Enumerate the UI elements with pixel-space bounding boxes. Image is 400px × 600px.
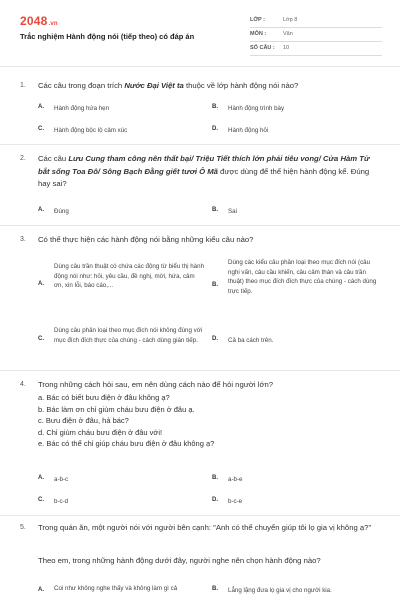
logo-suffix: .vn [48,21,58,27]
choice-item: e. Bác có thể chỉ giúp cháu bưu điện ở đâu không ạ? [38,439,215,448]
option-text: Đúng [54,208,69,215]
site-logo[interactable] [20,14,58,28]
meta-value: Văn [283,31,293,37]
option-text: Lẳng lặng đưa lọ gia vị cho người kia. [228,587,332,594]
option-letter: D. [212,336,218,342]
question-text: Có thể thực hiện các hành động nói bằng những kiểu câu nào? [38,235,254,244]
choice-item: d. Chỉ giùm cháu bưu điện ở đâu với! [38,427,163,437]
choice-item: b. Bác làm ơn chỉ giùm cháu bưu điện ở đâu ạ. [38,404,195,414]
meta-row-subject [250,28,382,42]
option-letter: A. [38,104,44,110]
option-text: b-c-d [54,498,69,505]
question-divider [0,144,400,145]
answer-choices-list [38,392,378,450]
choice-item: a. Bác có biết bưu điện ở đâu không ạ? [38,393,170,402]
option-text: Dùng các kiểu câu phân loại theo mục đích nói (câu nghi vấn, câu cầu khiến, câu cảm thán và câu trần thuật) theo mục đích đích thực của chúng - cách dùng trực tiếp. [228,259,377,295]
meta-value: Lớp 8 [283,17,298,23]
option-text: b-c-e [228,498,243,505]
choice-item: c. Bưu điện ở đâu, hả bác? [38,416,129,425]
logo-text: 2048 [20,14,48,28]
option-letter: B. [212,475,218,481]
question-number: 1. [20,82,26,89]
page-title: Trắc nghiệm Hành động nói (tiếp theo) có đáp án [20,32,195,41]
question-text-part: được dùng để thể hiện hành động kể. Đúng hay sai? [38,166,370,188]
meta-label: SỐ CÂU : [250,45,275,51]
option-text: Cả ba cách trên. [228,337,274,344]
question-prompt: Theo em, trong những hành động dưới đây, người nghe nên chọn hành động nào? [38,556,321,565]
option-letter: A. [38,475,44,481]
question-number: 2. [20,155,26,162]
question-text: Trong quán ăn, một người nói với người bên cạnh: "Anh có thể chuyển giúp tôi lọ gia vị không ạ?" [38,523,372,532]
option-letter: A. [38,207,44,213]
quiz-meta [250,14,382,56]
option-letter: C. [38,497,44,503]
question-text [38,153,378,191]
header-divider [0,66,400,67]
option-text: Sai [228,208,237,215]
question-number: 5. [20,524,26,531]
option-letter: A. [38,281,44,287]
option-letter: D. [212,126,218,132]
option-text: a-b-c [54,476,69,483]
question-text: Trong những cách hỏi sau, em nên dùng cách nào để hỏi người lớn? [38,380,274,389]
option-letter: C. [38,336,44,342]
question-divider [0,370,400,371]
question-number: 4. [20,381,26,388]
page-header [0,0,400,68]
option-letter: C. [38,126,44,132]
question-text-part: thuộc về lớp hành động nói nào? [183,81,299,90]
question-divider [0,515,400,516]
question-text-part: Các câu [38,154,69,163]
option-letter: D. [212,497,218,503]
option-text: Coi như không nghe thấy và không làm gì cả [54,585,178,592]
option-letter: A. [38,587,44,593]
question-quote: Lưu Cung tham công nên thất bại/ Triệu Tiết thích lớn phải tiêu vong/ Cửa Hàm Tử bắt sống Toa Đô/ Sông Bạch Đằng giết tươi Ô Mã [38,154,370,176]
meta-label: LỚP : [250,17,265,23]
option-letter: B. [212,104,218,110]
option-text: Dùng câu trần thuật có chứa các động từ biểu thị hành động nói như: hỏi, yêu cầu, đề nghị, mời, hứa, cảm ơn, xin lỗi, báo cáo,... [54,263,205,289]
option-text: Hành động hỏi [228,127,269,134]
option-text: Dùng câu phân loại theo mục đích nói không đúng với mục đích đích thực của chúng - cách dùng gián tiếp. [54,327,203,344]
option-text: Hành động trình bày [228,105,285,112]
meta-value: 10 [283,45,290,51]
question-text-part: Các câu trong đoạn trích [38,81,125,90]
option-letter: B. [212,586,218,592]
option-text: a-b-e [228,476,243,483]
meta-label: MÔN : [250,31,267,37]
option-text: Hành động bộc lộ cảm xúc [54,127,128,134]
question-text [38,80,378,93]
option-text: Hành động hứa hẹn [54,105,110,112]
option-letter: B. [212,282,218,288]
question-divider [0,225,400,226]
question-number: 3. [20,236,26,243]
question-quote: Nước Đại Việt ta [124,81,184,90]
meta-row-class [250,14,382,28]
meta-row-count [250,42,382,56]
option-letter: B. [212,207,218,213]
